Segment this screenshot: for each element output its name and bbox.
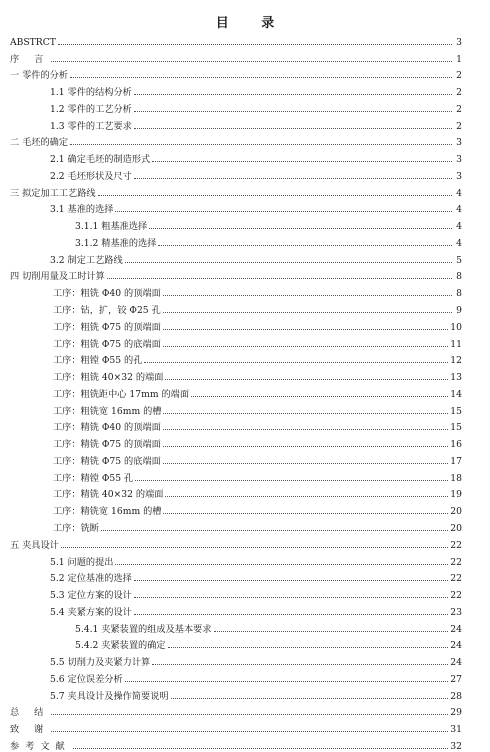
leader-dots: [51, 731, 448, 732]
toc-entry-page: 13: [450, 372, 462, 384]
toc-entry-page: 22: [450, 556, 462, 568]
leader-dots: [134, 597, 448, 598]
leader-dots: [144, 362, 448, 363]
toc-entry-page: 16: [450, 439, 462, 451]
toc-entry-process[interactable]: [10, 333, 462, 350]
toc-entry-label: 5.2 定位基准的选择: [50, 573, 132, 585]
leader-dots: [51, 61, 452, 62]
toc-entry-label: 5.4 夹紧方案的设计: [50, 606, 132, 618]
leader-dots: [115, 564, 448, 565]
leader-dots: [158, 245, 452, 246]
toc-entry-label: 工序：粗铣宽 16mm 的槽: [53, 405, 162, 417]
toc-entry-page: 8: [456, 271, 462, 283]
leader-dots: [168, 647, 449, 648]
leader-dots: [134, 94, 452, 95]
toc-entry-page: 3: [456, 170, 462, 182]
toc-entry-page: 2: [456, 70, 462, 82]
toc-entry-process[interactable]: [10, 383, 462, 400]
toc-entry-label: 工序：粗铣 Φ75 的顶端面: [53, 321, 161, 333]
toc-entry-5-2[interactable]: [10, 568, 462, 585]
toc-entry-chapter-4[interactable]: [10, 266, 462, 283]
leader-dots: [125, 262, 452, 263]
toc-entry-label: 1.1 零件的结构分析: [50, 87, 132, 99]
toc-entry-page: 4: [456, 187, 462, 199]
toc-entry-label: 一 零件的分析: [10, 70, 69, 82]
leader-dots: [115, 211, 452, 212]
toc-entry-label: 工序：铣断: [53, 522, 99, 534]
toc-entry-page: 24: [450, 623, 462, 635]
toc-entry-label: 工序：粗铣 Φ75 的底端面: [53, 338, 161, 350]
toc-entry-process[interactable]: [10, 500, 462, 517]
toc-entry-process[interactable]: [10, 484, 462, 501]
toc-entry-page: 1: [456, 53, 462, 65]
toc-entry-process[interactable]: [10, 433, 462, 450]
toc-entry-5-3[interactable]: [10, 584, 462, 601]
leader-dots: [163, 295, 452, 296]
toc-entry-label: 工序：精铣 Φ75 的底端面: [53, 455, 161, 467]
toc-entry-page: 15: [450, 422, 462, 434]
toc-entry-page: 22: [450, 573, 462, 585]
toc-entry-page: 3: [456, 36, 462, 48]
toc-entry-2-1[interactable]: [10, 148, 462, 165]
toc-entry-page: 4: [456, 221, 462, 233]
toc-entry-3-1-2[interactable]: [10, 232, 462, 249]
toc-entry-label: 3.2 制定工艺路线: [50, 254, 123, 266]
leader-dots: [163, 463, 449, 464]
toc-entry-label: 工序：粗镗 Φ55 的孔: [53, 355, 143, 367]
leader-dots: [163, 446, 449, 447]
toc-entry-label: 工序：粗铣 40×32 的端面: [53, 372, 164, 384]
toc-entry-label: 1.2 零件的工艺分析: [50, 103, 132, 115]
toc-entry-page: 2: [456, 103, 462, 115]
leader-dots: [163, 329, 449, 330]
leader-dots: [98, 195, 452, 196]
leader-dots: [134, 128, 452, 129]
toc-entry-label: 1.3 零件的工艺要求: [50, 120, 132, 132]
leader-dots: [101, 530, 448, 531]
toc-entry-page: 19: [450, 489, 462, 501]
toc-entry-page: 14: [450, 388, 462, 400]
toc-entry-label: 参考文献: [10, 740, 71, 752]
toc-entry-1-3[interactable]: [10, 115, 462, 132]
leader-dots: [134, 111, 452, 112]
toc-entry-page: 23: [450, 606, 462, 618]
toc-entry-page: 8: [456, 288, 462, 300]
toc-entry-label: 2.1 确定毛坯的制造形式: [50, 154, 151, 166]
toc-entry-page: 3: [456, 137, 462, 149]
toc-entry-3-1[interactable]: [10, 199, 462, 216]
toc-entry-5-4[interactable]: [10, 601, 462, 618]
toc-entry-5-5[interactable]: [10, 651, 462, 668]
toc-entry-label: 序 言: [10, 53, 50, 65]
toc-entry-page: 31: [450, 724, 462, 736]
toc-entry-label: 3.1.1 粗基准选择: [75, 221, 148, 233]
leader-dots: [191, 396, 448, 397]
toc-entry-label: 5.7 夹具设计及操作简要说明: [50, 690, 169, 702]
toc-entry-label: 工序：精镗 Φ55 孔: [53, 472, 134, 484]
toc-entry-abstract[interactable]: [10, 31, 462, 48]
table-of-contents: [10, 31, 462, 752]
leader-dots: [134, 614, 448, 615]
toc-entry-page: 32: [450, 740, 462, 752]
toc-entry-5-1[interactable]: [10, 551, 462, 568]
toc-entry-process[interactable]: [10, 400, 462, 417]
leader-dots: [125, 681, 449, 682]
toc-entry-page: 20: [450, 522, 462, 534]
toc-entry-label: 总 结: [10, 707, 50, 719]
leader-dots: [163, 429, 449, 430]
page-title: 目 录: [215, 16, 289, 31]
toc-entry-label: 5.1 问题的提出: [50, 556, 114, 568]
leader-dots: [214, 631, 449, 632]
toc-entry-process[interactable]: [10, 299, 462, 316]
toc-entry-5-6[interactable]: [10, 668, 462, 685]
toc-entry-label: 5.4.1 夹紧装置的组成及基本要求: [75, 623, 212, 635]
toc-entry-label: 3.1 基准的选择: [50, 204, 114, 216]
toc-entry-chapter-5[interactable]: [10, 534, 462, 551]
leader-dots: [163, 312, 452, 313]
toc-entry-chapter-3[interactable]: [10, 182, 462, 199]
toc-entry-page: 22: [450, 590, 462, 602]
toc-entry-3-2[interactable]: [10, 249, 462, 266]
toc-entry-1-1[interactable]: [10, 81, 462, 98]
toc-entry-process[interactable]: [10, 350, 462, 367]
toc-entry-label: 二 毛坯的确定: [10, 137, 69, 149]
leader-dots: [61, 547, 448, 548]
toc-entry-5-7[interactable]: [10, 685, 462, 702]
leader-dots: [165, 496, 448, 497]
toc-entry-chapter-2[interactable]: [10, 132, 462, 149]
toc-entry-page: 29: [450, 707, 462, 719]
leader-dots: [70, 144, 452, 145]
toc-entry-process[interactable]: [10, 417, 462, 434]
leader-dots: [51, 714, 448, 715]
leader-dots: [58, 44, 452, 45]
leader-dots: [107, 278, 452, 279]
toc-entry-label: 工序：精铣 Φ75 的顶端面: [53, 439, 161, 451]
toc-entry-label: 致 谢: [10, 724, 50, 736]
toc-entry-page: 4: [456, 204, 462, 216]
toc-entry-page: 3: [456, 154, 462, 166]
leader-dots: [135, 480, 448, 481]
toc-entry-label: 3.1.2 精基准的选择: [75, 237, 157, 249]
toc-entry-page: 28: [450, 690, 462, 702]
toc-entry-preface[interactable]: [10, 48, 462, 65]
toc-entry-page: 22: [450, 539, 462, 551]
toc-entry-label: 三 拟定加工工艺路线: [10, 187, 96, 199]
toc-entry-page: 17: [450, 455, 462, 467]
leader-dots: [70, 77, 452, 78]
toc-entry-label: ABSTRCT: [10, 36, 56, 48]
toc-entry-page: 5: [456, 254, 462, 266]
toc-entry-page: 15: [450, 405, 462, 417]
toc-entry-summary[interactable]: [10, 702, 462, 719]
toc-entry-page: 9: [456, 305, 462, 317]
toc-entry-acknowledgements[interactable]: [10, 718, 462, 735]
toc-entry-label: 五 夹具设计: [10, 539, 59, 551]
toc-entry-page: 20: [450, 506, 462, 518]
toc-entry-label: 工序：精铣宽 16mm 的槽: [53, 506, 162, 518]
toc-entry-5-4-2[interactable]: [10, 635, 462, 652]
toc-entry-label: 工序：钻，扩，铰 Φ25 孔: [53, 305, 161, 317]
toc-entry-page: 24: [450, 657, 462, 669]
leader-dots: [152, 664, 448, 665]
toc-entry-page: 4: [456, 237, 462, 249]
toc-entry-label: 5.3 定位方案的设计: [50, 590, 132, 602]
leader-dots: [171, 698, 449, 699]
toc-entry-page: 24: [450, 640, 462, 652]
toc-entry-label: 四 切削用量及工时计算: [10, 271, 105, 283]
toc-entry-page: 27: [450, 673, 462, 685]
toc-entry-process[interactable]: [10, 450, 462, 467]
toc-entry-label: 工序：粗铣 Φ40 的顶端面: [53, 288, 161, 300]
toc-entry-page: 2: [456, 87, 462, 99]
leader-dots: [163, 346, 449, 347]
toc-entry-label: 工序：精铣 Φ40 的顶端面: [53, 422, 161, 434]
toc-entry-label: 工序：粗铣距中心 17mm 的端面: [53, 388, 190, 400]
toc-entry-process[interactable]: [10, 282, 462, 299]
toc-entry-process[interactable]: [10, 316, 462, 333]
toc-entry-process[interactable]: [10, 467, 462, 484]
toc-entry-1-2[interactable]: [10, 98, 462, 115]
toc-entry-label: 5.4.2 夹紧装置的确定: [75, 640, 166, 652]
leader-dots: [134, 580, 448, 581]
toc-entry-references[interactable]: [10, 735, 462, 752]
toc-entry-page: 10: [450, 321, 462, 333]
toc-entry-page: 2: [456, 120, 462, 132]
leader-dots: [134, 178, 452, 179]
leader-dots: [163, 413, 448, 414]
toc-entry-process[interactable]: [10, 366, 462, 383]
toc-entry-5-4-1[interactable]: [10, 618, 462, 635]
toc-entry-label: 2.2 毛坯形状及尺寸: [50, 170, 132, 182]
toc-entry-chapter-1[interactable]: [10, 65, 462, 82]
toc-entry-2-2[interactable]: [10, 165, 462, 182]
leader-dots: [163, 513, 448, 514]
toc-entry-page: 11: [450, 338, 462, 350]
toc-entry-label: 5.5 切削力及夹紧力计算: [50, 657, 151, 669]
leader-dots: [152, 161, 452, 162]
toc-entry-label: 工序：精铣 40×32 的端面: [53, 489, 164, 501]
leader-dots: [149, 228, 452, 229]
leader-dots: [165, 379, 448, 380]
toc-entry-page: 18: [450, 472, 462, 484]
toc-entry-3-1-1[interactable]: [10, 215, 462, 232]
toc-entry-process[interactable]: [10, 517, 462, 534]
toc-entry-label: 5.6 定位误差分析: [50, 673, 123, 685]
leader-dots: [73, 748, 449, 749]
toc-entry-page: 12: [450, 355, 462, 367]
